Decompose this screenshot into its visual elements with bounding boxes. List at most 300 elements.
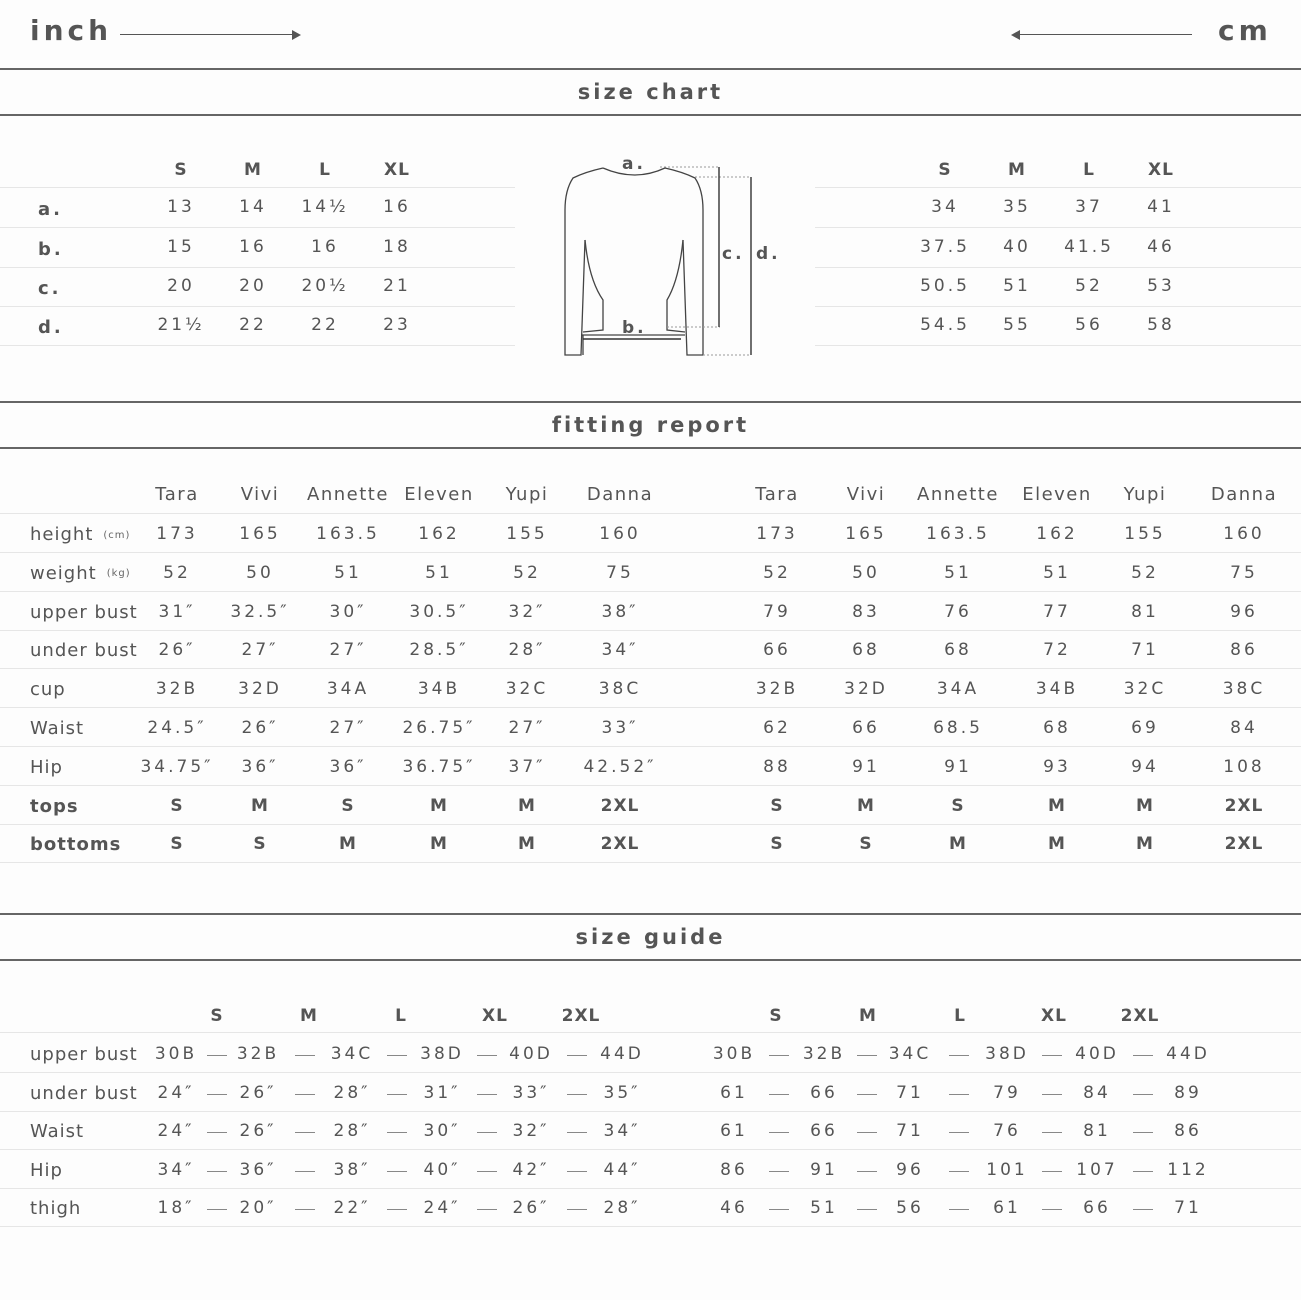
fitting-value: S (770, 795, 784, 816)
fitting-value: 155 (506, 524, 548, 544)
row-divider (0, 707, 1301, 708)
range-dash (477, 1132, 497, 1133)
fitting-value: 2XL (600, 795, 640, 816)
fitting-value: 52 (513, 562, 541, 583)
fitting-row-label (30, 563, 131, 584)
fitting-value: 76 (944, 601, 972, 622)
fitting-value: 75 (1230, 562, 1258, 583)
size-header: S (938, 160, 952, 180)
size-header: L (954, 1006, 966, 1026)
fitting-value: 160 (599, 524, 641, 544)
fitting-value: M (518, 795, 536, 816)
guide-value: 81 (1083, 1121, 1111, 1141)
row-label-text: bottoms (30, 834, 122, 856)
range-dash (295, 1094, 315, 1095)
fitting-value: 2XL (1224, 834, 1264, 855)
row-divider (0, 785, 1301, 786)
model-name: Danna (586, 484, 654, 505)
fitting-value: 27″ (508, 718, 546, 738)
size-value: 35 (1003, 197, 1031, 217)
fitting-value: 24.5″ (147, 718, 207, 738)
guide-value: 34C (888, 1044, 932, 1064)
guide-value: 35″ (603, 1082, 641, 1103)
guide-value: 89 (1174, 1082, 1202, 1103)
range-dash (295, 1209, 315, 1210)
row-divider (0, 513, 1301, 514)
fitting-value: 30″ (329, 601, 367, 622)
model-name: Yupi (505, 484, 549, 505)
fitting-row-label (30, 757, 63, 778)
fitting-value: 52 (163, 562, 191, 583)
range-dash (387, 1094, 407, 1095)
range-dash (387, 1132, 407, 1133)
fitting-value: 68 (944, 640, 972, 661)
fitting-value: 38C (1222, 679, 1266, 700)
fitting-value: 163.5 (926, 524, 990, 544)
measure-label: a. (38, 199, 63, 220)
range-dash (857, 1171, 877, 1172)
range-dash (1133, 1171, 1153, 1172)
fitting-value: 173 (156, 524, 198, 544)
model-name: Yupi (1123, 484, 1167, 505)
guide-value: 34″ (603, 1121, 641, 1141)
guide-value: 112 (1167, 1159, 1209, 1180)
range-dash (477, 1094, 497, 1095)
fitting-value: 26.75″ (402, 718, 476, 738)
range-dash (477, 1209, 497, 1210)
guide-value: 61 (993, 1198, 1021, 1218)
row-divider (0, 824, 1301, 825)
range-dash (1042, 1055, 1062, 1056)
fitting-value: 27″ (329, 718, 367, 738)
guide-value: 34″ (157, 1159, 195, 1180)
size-value: 16 (383, 197, 411, 217)
fitting-value: 94 (1131, 756, 1159, 777)
fitting-value: 42.52″ (583, 756, 657, 777)
model-name: Annette (917, 484, 999, 505)
fitting-value: M (857, 795, 875, 816)
fitting-row-label (30, 796, 79, 817)
row-divider (0, 1188, 1301, 1189)
range-dash (567, 1209, 587, 1210)
size-value: 23 (383, 315, 411, 335)
range-dash (1133, 1209, 1153, 1210)
range-dash (477, 1055, 497, 1056)
fitting-value: 69 (1131, 718, 1159, 738)
guide-value: 71 (1174, 1198, 1202, 1218)
guide-value: 28″ (333, 1121, 371, 1141)
size-value: 20½ (301, 276, 349, 296)
guide-value: 101 (986, 1159, 1028, 1180)
fitting-value: 68.5 (933, 718, 983, 738)
diagram-label-b: b. (622, 318, 647, 338)
range-dash (949, 1209, 969, 1210)
row-divider (0, 227, 515, 228)
fitting-value: 38″ (601, 601, 639, 622)
size-value: 14½ (301, 197, 349, 217)
size-value: 50.5 (920, 276, 970, 296)
guide-value: 26″ (239, 1082, 277, 1103)
fitting-value: 108 (1223, 756, 1265, 777)
fitting-value: 28″ (508, 640, 546, 661)
fitting-value: 36″ (329, 756, 367, 777)
size-value: 34 (931, 197, 959, 217)
guide-value: 28″ (333, 1082, 371, 1103)
fitting-value: 36.75″ (402, 756, 476, 777)
guide-value: 40D (1075, 1044, 1119, 1064)
size-header: L (1083, 160, 1095, 180)
row-divider (0, 267, 515, 268)
fitting-value: 62 (763, 718, 791, 738)
range-dash (857, 1209, 877, 1210)
fitting-value: 38C (598, 679, 642, 700)
size-value: 41 (1147, 197, 1175, 217)
fitting-value: 91 (852, 756, 880, 777)
fitting-value: 163.5 (316, 524, 380, 544)
size-header: M (244, 160, 262, 180)
range-dash (769, 1171, 789, 1172)
fitting-row-label (30, 524, 130, 545)
guide-value: 76 (993, 1121, 1021, 1141)
size-value: 21½ (157, 315, 205, 335)
size-header: M (300, 1006, 318, 1026)
size-chart-title: size chart (0, 68, 1301, 116)
fitting-value: M (339, 834, 357, 855)
fitting-value: 32.5″ (230, 601, 290, 622)
fitting-value: 83 (852, 601, 880, 622)
fitting-value: 37″ (508, 756, 546, 777)
size-value: 22 (311, 315, 339, 335)
fitting-value: 81 (1131, 601, 1159, 622)
row-divider (0, 1072, 1301, 1073)
row-divider (0, 306, 515, 307)
range-dash (949, 1171, 969, 1172)
guide-value: 30″ (423, 1121, 461, 1141)
fitting-value: 91 (944, 756, 972, 777)
size-value: 18 (383, 237, 411, 257)
range-dash (567, 1171, 587, 1172)
fitting-row-label (30, 640, 138, 661)
fitting-value: 33″ (601, 718, 639, 738)
model-name: Tara (155, 484, 199, 505)
range-dash (387, 1171, 407, 1172)
range-dash (295, 1171, 315, 1172)
guide-value: 38D (420, 1044, 464, 1064)
guide-value: 24″ (157, 1121, 195, 1141)
size-value: 41.5 (1064, 237, 1114, 257)
fitting-value: S (170, 795, 184, 816)
fitting-value: M (251, 795, 269, 816)
guide-value: 33″ (512, 1082, 550, 1103)
fitting-row-label (30, 718, 84, 739)
row-label-text: upper bust (30, 601, 138, 623)
fitting-value: 32B (155, 679, 199, 700)
size-value: 16 (239, 237, 267, 257)
row-divider (815, 227, 1301, 228)
size-value: 55 (1003, 315, 1031, 335)
fitting-value: 32D (238, 679, 282, 700)
size-header: S (769, 1006, 783, 1026)
guide-value: 71 (896, 1121, 924, 1141)
range-dash (387, 1055, 407, 1056)
row-divider (0, 862, 1301, 863)
guide-value: 84 (1083, 1082, 1111, 1103)
guide-value: 24″ (157, 1082, 195, 1103)
fitting-value: 51 (334, 562, 362, 583)
range-dash (857, 1132, 877, 1133)
fitting-value: 77 (1043, 601, 1071, 622)
size-value: 51 (1003, 276, 1031, 296)
diagram-label-d: d. (756, 244, 781, 264)
guide-row-label: under bust (30, 1082, 138, 1104)
size-value: 14 (239, 197, 267, 217)
guide-value: 46 (720, 1198, 748, 1218)
fitting-value: 2XL (1224, 795, 1264, 816)
range-dash (477, 1171, 497, 1172)
guide-row-label: thigh (30, 1198, 82, 1219)
guide-value: 44D (600, 1044, 644, 1064)
row-divider (0, 1111, 1301, 1112)
size-value: 52 (1075, 276, 1103, 296)
fitting-value: 165 (845, 524, 887, 544)
guide-value: 71 (896, 1082, 924, 1103)
fitting-value: 173 (756, 524, 798, 544)
size-value: 22 (239, 315, 267, 335)
row-label-text: Hip (30, 756, 63, 778)
fitting-value: 34.75″ (140, 756, 214, 777)
size-header: XL (482, 1006, 508, 1026)
guide-value: 91 (810, 1159, 838, 1180)
range-dash (769, 1209, 789, 1210)
guide-value: 38″ (333, 1159, 371, 1180)
right-arrow-line (120, 34, 292, 35)
row-divider (0, 630, 1301, 631)
row-divider (815, 267, 1301, 268)
model-name: Danna (1210, 484, 1278, 505)
measure-label: c. (38, 278, 62, 299)
fitting-value: 96 (1230, 601, 1258, 622)
range-dash (567, 1132, 587, 1133)
fitting-value: 52 (763, 562, 791, 583)
fitting-value: 79 (763, 601, 791, 622)
guide-value: 86 (1174, 1121, 1202, 1141)
guide-value: 36″ (239, 1159, 277, 1180)
fitting-value: 27″ (241, 640, 279, 661)
fitting-value: 32″ (508, 601, 546, 622)
guide-value: 30B (712, 1044, 756, 1064)
size-guide-title: size guide (0, 913, 1301, 961)
range-dash (769, 1055, 789, 1056)
guide-value: 31″ (423, 1082, 461, 1103)
cm-unit-label: cm (1218, 14, 1272, 47)
row-divider (0, 345, 515, 346)
range-dash (295, 1132, 315, 1133)
fitting-value: 72 (1043, 640, 1071, 661)
guide-value: 26″ (239, 1121, 277, 1141)
size-header: S (174, 160, 188, 180)
range-dash (769, 1094, 789, 1095)
range-dash (1133, 1094, 1153, 1095)
guide-value: 86 (720, 1159, 748, 1180)
row-divider (815, 187, 1301, 188)
size-value: 16 (311, 237, 339, 257)
fitting-value: 51 (944, 562, 972, 583)
row-label-text: Waist (30, 718, 85, 739)
range-dash (1042, 1209, 1062, 1210)
fitting-row-label (30, 834, 121, 855)
fitting-value: 31″ (158, 601, 196, 622)
right-arrow-icon (292, 30, 301, 40)
fitting-row-label (30, 602, 138, 623)
row-divider (815, 345, 1301, 346)
guide-value: 32″ (512, 1121, 550, 1141)
measure-label: b. (38, 239, 64, 260)
measure-label: d. (38, 317, 64, 338)
guide-value: 66 (810, 1082, 838, 1103)
guide-row-label: Waist (30, 1121, 85, 1142)
size-header: M (1008, 160, 1026, 180)
range-dash (949, 1055, 969, 1056)
size-header: 2XL (1120, 1006, 1160, 1026)
range-dash (857, 1094, 877, 1095)
row-divider (0, 668, 1301, 669)
guide-value: 61 (720, 1082, 748, 1103)
fitting-value: S (859, 834, 873, 855)
fitting-value: 30.5″ (409, 601, 469, 622)
guide-value: 32B (236, 1044, 280, 1064)
fitting-value: 75 (606, 562, 634, 583)
size-header: 2XL (561, 1006, 601, 1026)
fitting-value: 27″ (329, 640, 367, 661)
fitting-value: 68 (852, 640, 880, 661)
guide-value: 18″ (157, 1198, 195, 1218)
fitting-value: 88 (763, 756, 791, 777)
size-value: 40 (1003, 237, 1031, 257)
fitting-value: 71 (1131, 640, 1159, 661)
size-value: 37 (1075, 197, 1103, 217)
fitting-report-title: fitting report (0, 401, 1301, 449)
guide-row-label: upper bust (30, 1044, 138, 1065)
fitting-value: 66 (763, 640, 791, 661)
row-label-text: tops (30, 795, 79, 817)
fitting-value: S (951, 795, 965, 816)
fitting-value: M (430, 795, 448, 816)
fitting-value: M (949, 834, 967, 855)
fitting-value: 34″ (601, 640, 639, 661)
fitting-value: 2XL (600, 834, 640, 855)
fitting-value: S (341, 795, 355, 816)
fitting-value: S (170, 834, 184, 855)
range-dash (567, 1055, 587, 1056)
guide-value: 24″ (423, 1198, 461, 1218)
guide-value: 44″ (603, 1159, 641, 1180)
guide-value: 44D (1166, 1044, 1210, 1064)
model-name: Eleven (1022, 484, 1092, 505)
unit-note: (cm) (103, 529, 131, 541)
fitting-value: M (1048, 795, 1066, 816)
range-dash (567, 1094, 587, 1095)
fitting-value: 66 (852, 718, 880, 738)
size-value: 20 (239, 276, 267, 296)
range-dash (949, 1132, 969, 1133)
fitting-value: S (253, 834, 267, 855)
fitting-value: 51 (425, 562, 453, 583)
fitting-value: 86 (1230, 640, 1258, 661)
range-dash (295, 1055, 315, 1056)
size-value: 58 (1147, 315, 1175, 335)
fitting-value: S (770, 834, 784, 855)
guide-value: 38D (985, 1044, 1029, 1064)
fitting-value: 160 (1223, 524, 1265, 544)
row-label-text: under bust (30, 640, 138, 662)
range-dash (769, 1132, 789, 1133)
row-divider (0, 591, 1301, 592)
fitting-value: 162 (1036, 524, 1078, 544)
guide-value: 66 (1083, 1198, 1111, 1218)
size-value: 53 (1147, 276, 1175, 296)
fitting-value: M (430, 834, 448, 855)
size-value: 37.5 (920, 237, 970, 257)
row-divider (0, 746, 1301, 747)
size-header: S (210, 1006, 224, 1026)
fitting-row-label (30, 679, 66, 700)
model-name: Vivi (240, 484, 280, 505)
fitting-value: 28.5″ (409, 640, 469, 661)
size-header: L (319, 160, 331, 180)
fitting-value: 36″ (241, 756, 279, 777)
fitting-value: 34A (936, 679, 980, 700)
size-value: 56 (1075, 315, 1103, 335)
row-divider (0, 1226, 1301, 1227)
guide-value: 96 (896, 1159, 924, 1180)
fitting-value: 155 (1124, 524, 1166, 544)
guide-value: 107 (1076, 1159, 1118, 1180)
row-divider (0, 1149, 1301, 1150)
range-dash (1133, 1055, 1153, 1056)
range-dash (1042, 1132, 1062, 1133)
size-value: 13 (167, 197, 195, 217)
fitting-value: 50 (246, 562, 274, 583)
guide-row-label: Hip (30, 1159, 63, 1181)
guide-value: 66 (810, 1121, 838, 1141)
fitting-value: 26″ (158, 640, 196, 661)
row-label-text: weight (30, 562, 97, 584)
model-name: Eleven (404, 484, 474, 505)
size-value: 54.5 (920, 315, 970, 335)
size-header: M (859, 1006, 877, 1026)
fitting-value: 52 (1131, 562, 1159, 583)
guide-value: 51 (810, 1198, 838, 1218)
guide-value: 56 (896, 1198, 924, 1218)
inch-unit-label: inch (30, 14, 113, 47)
size-header: XL (1148, 160, 1174, 180)
fitting-value: 162 (418, 524, 460, 544)
row-label-text: height (30, 524, 94, 545)
fitting-value: 50 (852, 562, 880, 583)
size-header: XL (384, 160, 410, 180)
row-divider (815, 306, 1301, 307)
row-divider (0, 552, 1301, 553)
guide-value: 30B (154, 1044, 198, 1064)
size-value: 21 (383, 276, 411, 296)
range-dash (949, 1094, 969, 1095)
row-label-text: cup (30, 679, 66, 701)
guide-value: 42″ (512, 1159, 550, 1180)
fitting-value: M (518, 834, 536, 855)
fitting-value: M (1136, 795, 1154, 816)
range-dash (857, 1055, 877, 1056)
guide-value: 34C (330, 1044, 374, 1064)
